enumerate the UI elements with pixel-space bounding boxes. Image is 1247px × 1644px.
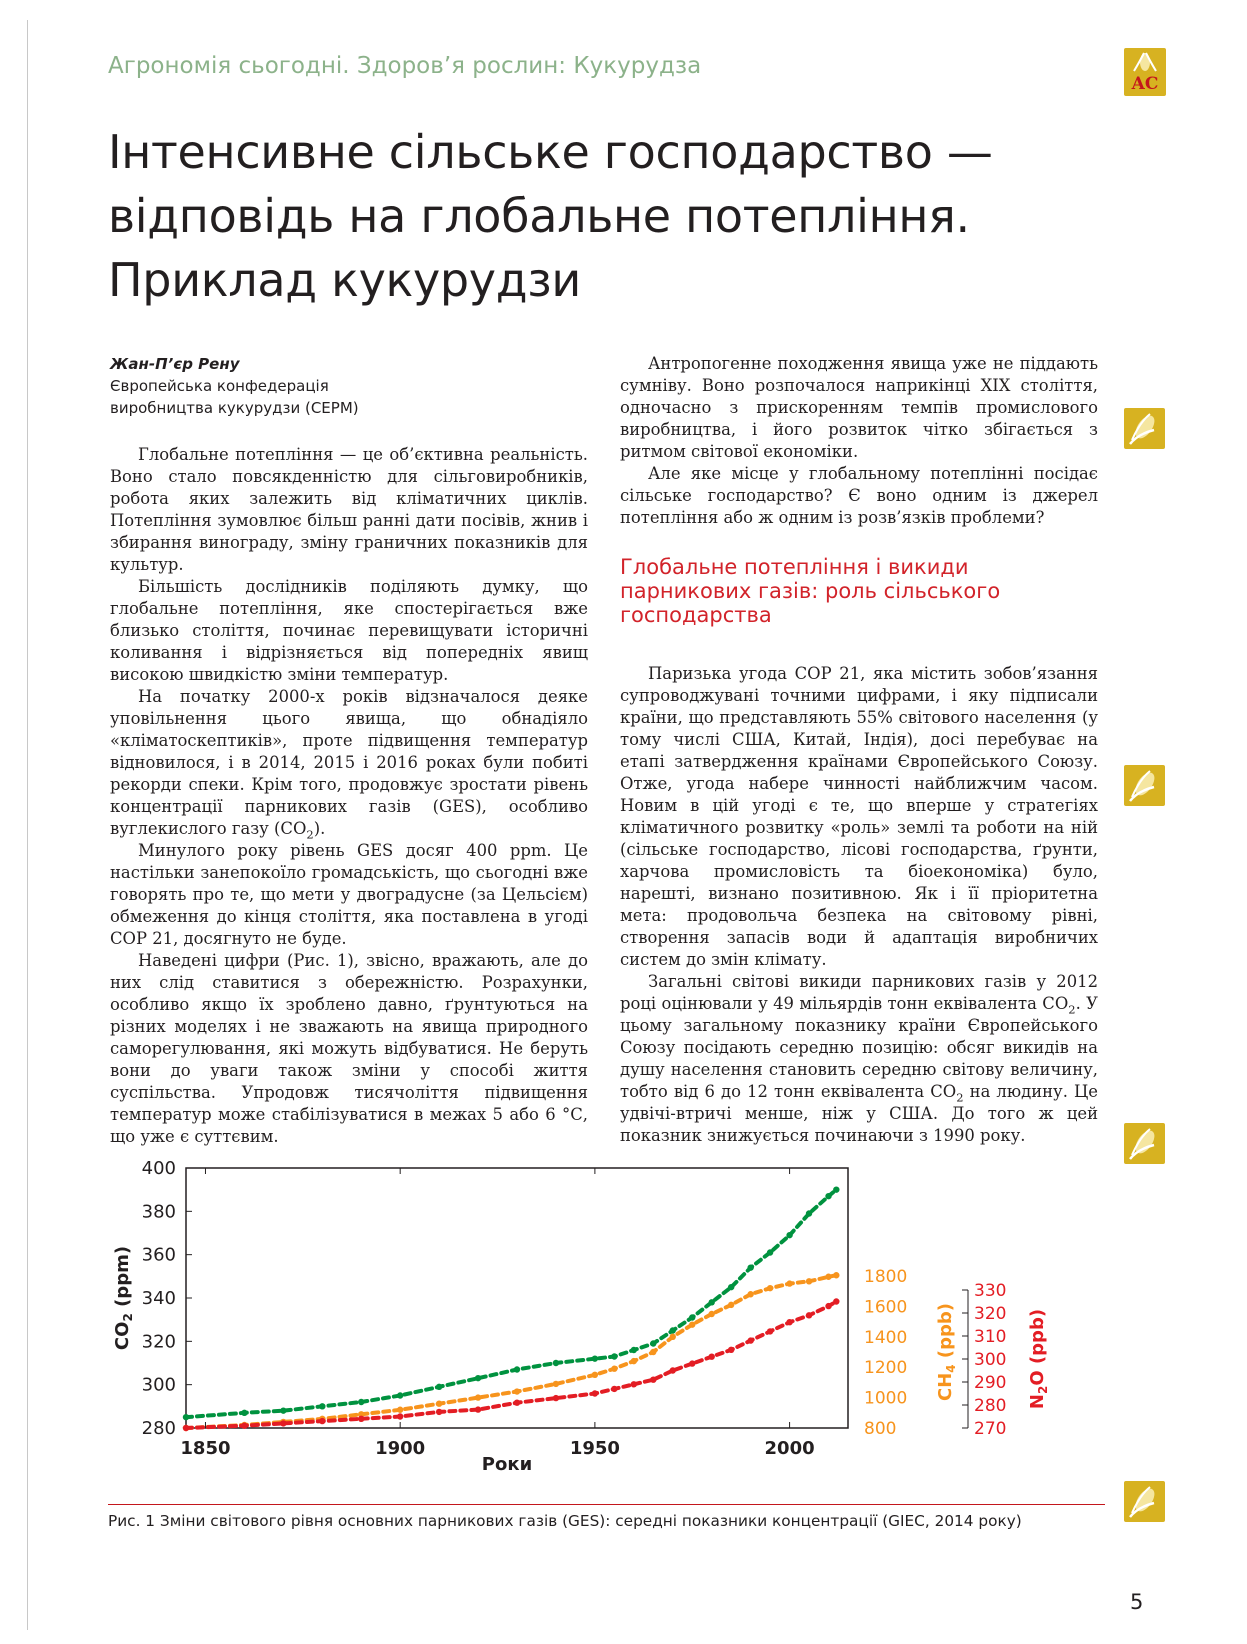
data-point-ch4 [806,1278,812,1284]
figure-rule [108,1504,1105,1505]
paragraph: На початку 2000-х років відзначалося деяке уповільнення цього явища, що обнадіяло «кліматоскептиків», проте підвищення температур відновилося, і в 2014, 2015 і 2016 роках були побиті рекорди спеки. Крім того, продовжує зростати рівень концентрації парникових газів (GES), особливо вуглекислого газу $(CO_2)$. [110,687,588,842]
data-point-co2 [514,1366,520,1372]
data-point-co2 [833,1186,839,1192]
data-point-n2o [475,1406,481,1412]
corn-icon [1124,1481,1165,1522]
data-point-co2 [825,1193,831,1199]
y-tick-label-ch4: 1600 [864,1297,908,1318]
y-tick-label-ch4: 1400 [864,1327,908,1348]
paragraph: Паризька угода COP 21, яка містить зобов’язання супроводжувані точними цифрами, і яку підписали країни, що представляють 55% світового населення (у тому числі США, Китай, Індія), досі перебуває на етапі затвердження країнами Європейського Союзу. Отже, угода набере чинності найближчим часом. Новим в цій угоді є те, що вперше у стратегіях кліматичного розвитку «роль» землі та роботи на ній (сільське господарство, лісові господарства, ґрунти, харчова промисловість та біоекономіка) було, нарешті, визнано позитивною. Як і її пріоритетна мета: продовольча безпека на світовому рівні, створення запасів води й адаптація виробничих систем до змін клімату. [620,664,1098,969]
x-tick-label: 1850 [180,1438,231,1459]
author-org: виробництва кукурудзи (CEPM) [110,399,359,417]
y-tick-label-co2: 340 [141,1288,176,1309]
data-point-co2 [631,1347,637,1353]
data-point-ch4 [611,1366,617,1372]
right-column [620,353,1098,1147]
y-tick-label-ch4: 1000 [864,1388,908,1409]
paragraph: Але яке місце у глобальному потеплінні посідає сільське господарство? Є воно одним із джерел потепління або ж одним із розв’язків проблеми? [620,464,1098,527]
corn-icon [1124,408,1165,449]
y-tick-label-co2: 380 [141,1201,176,1223]
data-point-co2 [670,1327,676,1333]
y-tick-label-ch4: 800 [864,1419,897,1439]
y-tick-label-n2o: 320 [974,1304,1007,1324]
data-point-co2 [747,1264,753,1270]
y-tick-label-n2o: 310 [974,1327,1007,1347]
data-point-n2o [611,1386,617,1392]
paragraph: Антропогенне походження явища уже не піддають сумніву. Воно розпочалося наприкінці XIX століття, одночасно з прискоренням темпів промислового виробництва, і його розвиток чітко збігається з ритмом світової економіки. [620,354,1098,461]
data-point-n2o [592,1390,598,1396]
y-axis-label-n2o: $N_2O$ (ppb) [1027,1308,1050,1410]
data-point-n2o [397,1413,403,1419]
data-point-n2o [514,1400,520,1406]
y-tick-label-n2o: 270 [974,1419,1007,1439]
data-point-n2o [767,1328,773,1334]
paragraph: Загальні світові викиди парникових газів у 2012 році оцінювали у 49 мільярдів тонн еквівалента $CO_2$. У цьому загальному показнику країни Європейського Союзу посідають середню позицію: обсяг викидів на душу населення становить середню світову величину, тобто від 6 до 12 тонн еквівалента $CO_2$ на людину. Це удвічі-втричі менше, ніж у США. До того ж цей показник знижується починаючи з 1990 року. [620,972,1098,1145]
series-line-co2 [186,1190,836,1418]
paragraph: Минулого року рівень GES досяг 400 ppm. Це настільки занепокоїло громадськість, що сьогодні вже говорять про те, що мети у двоградусне (за Цельсієм) обмеження до кінця століття, яка поставлена в угоді COP 21, досягнуто не буде. [110,841,588,948]
section-heading: Глобальне потепління і викиди парникових газів: роль сільського господарства [620,555,1001,627]
data-point-n2o [825,1303,831,1309]
data-point-co2 [358,1399,364,1405]
data-point-n2o [806,1312,812,1318]
data-point-ch4 [650,1349,656,1355]
data-point-n2o [786,1319,792,1325]
data-point-n2o [436,1409,442,1415]
author-org: Європейська конфедерація [110,377,329,395]
title-line: Інтенсивне сільське господарство — [108,125,993,179]
x-tick-label: 2000 [764,1438,815,1459]
paragraph: Глобальне потепління — це об’єктивна реальність. Воно стало повсякденністю для сільговиробників, робота яких залежить від кліматичних циклів. Потепління зумовлює більш ранні дати посівів, жнив і збирання винограду, зміну граничних показників для культур. [110,445,588,574]
title-line: відповідь на глобальне потепління. [108,189,970,243]
data-point-n2o [747,1337,753,1343]
y-tick-label-co2: 320 [141,1331,176,1353]
data-point-co2 [475,1375,481,1381]
y-tick-label-n2o: 290 [974,1373,1007,1393]
article-title [108,120,1108,312]
data-point-ch4 [747,1291,753,1297]
y-tick-label-ch4: 1800 [864,1267,908,1287]
data-point-n2o [280,1420,286,1426]
x-tick-label: 1950 [569,1438,620,1459]
data-point-co2 [183,1414,189,1420]
magazine-logo [1124,48,1166,96]
y-tick-label-co2: 400 [141,1160,176,1179]
data-point-ch4 [592,1372,598,1378]
data-point-co2 [241,1410,247,1416]
data-point-co2 [397,1392,403,1398]
ghg-concentration-chart [108,1160,1108,1505]
data-point-n2o [689,1360,695,1366]
data-point-co2 [650,1340,656,1346]
data-point-n2o [833,1298,839,1304]
data-point-co2 [728,1284,734,1290]
figure-caption: Рис. 1 Зміни світового рівня основних парникових газів (GES): середні показники концентрації (GIEC, 2014 року) [108,1512,1022,1530]
data-point-n2o [709,1354,715,1360]
data-point-ch4 [833,1272,839,1278]
data-point-ch4 [689,1321,695,1327]
data-point-co2 [786,1232,792,1238]
data-point-ch4 [825,1274,831,1280]
data-point-n2o [650,1377,656,1383]
data-point-co2 [806,1210,812,1216]
data-point-n2o [358,1416,364,1422]
paragraph: Більшість дослідників поділяють думку, що глобальне потепління, яке спостерігається вже близько століття, починає перевищувати історичні коливання і відрізняється від попередніх явищ високою швидкістю зміни температур. [110,577,588,684]
data-point-ch4 [631,1358,637,1364]
paragraph: Наведені цифри (Рис. 1), звісно, вражають, але до них слід ставитися з обережністю. Розрахунки, особливо якщо їх зроблено давно, ґрунтуються на різних моделях і не зважають на явища природного саморегулювання, які можуть відбуватися. Не беруть вони до уваги також зміни у способі життя суспільства. Упродовж тисячоліття підвищення температур може стабілізуватися в межах 5 або 6 °С, що уже є суттєвим. [110,951,588,1146]
data-point-n2o [728,1347,734,1353]
data-point-co2 [767,1249,773,1255]
data-point-co2 [280,1407,286,1413]
y-tick-label-n2o: 300 [974,1350,1007,1370]
data-point-co2 [592,1355,598,1361]
corn-icon [1124,1123,1165,1164]
data-point-n2o [670,1367,676,1373]
data-point-co2 [436,1384,442,1390]
y-tick-label-n2o: 330 [974,1281,1007,1301]
data-point-n2o [553,1395,559,1401]
data-point-ch4 [670,1334,676,1340]
data-point-n2o [183,1425,189,1431]
data-point-ch4 [767,1285,773,1291]
data-point-ch4 [728,1302,734,1308]
y-tick-label-ch4: 1200 [864,1358,908,1379]
x-axis-label: Роки [481,1454,533,1475]
y-tick-label-co2: 300 [141,1374,176,1396]
data-point-ch4 [553,1381,559,1387]
data-point-co2 [709,1299,715,1305]
data-point-co2 [611,1353,617,1359]
logo-text: AC [1131,74,1159,94]
data-point-co2 [689,1314,695,1320]
page-margin-rule [27,20,28,1630]
corn-icon [1124,765,1165,806]
data-point-ch4 [709,1311,715,1317]
data-point-n2o [319,1418,325,1424]
left-column [110,353,588,1148]
data-point-co2 [553,1360,559,1366]
data-point-ch4 [786,1280,792,1286]
data-point-ch4 [397,1407,403,1413]
y-axis-label-ch4: $CH_4$ (ppb) [935,1302,958,1402]
y-tick-label-n2o: 280 [974,1396,1007,1416]
author-name: Жан-П’єр Рену [110,355,240,373]
title-line: Приклад кукурудзи [108,253,581,307]
corn-logo-icon [1130,51,1160,73]
y-axis-label-co2: $CO_2$ (ppm) [112,1245,135,1351]
page-number: 5 [1130,1590,1144,1614]
data-point-n2o [631,1381,637,1387]
data-point-ch4 [436,1400,442,1406]
author-block [110,353,588,419]
data-point-co2 [319,1403,325,1409]
data-point-ch4 [475,1394,481,1400]
data-point-ch4 [514,1388,520,1394]
running-head: Агрономія сьогодні. Здоров’я рослин: Кукурудза [108,53,702,79]
x-tick-label: 1900 [375,1438,426,1459]
y-tick-label-co2: 360 [141,1244,176,1266]
y-tick-label-co2: 280 [141,1418,176,1439]
data-point-n2o [241,1423,247,1429]
